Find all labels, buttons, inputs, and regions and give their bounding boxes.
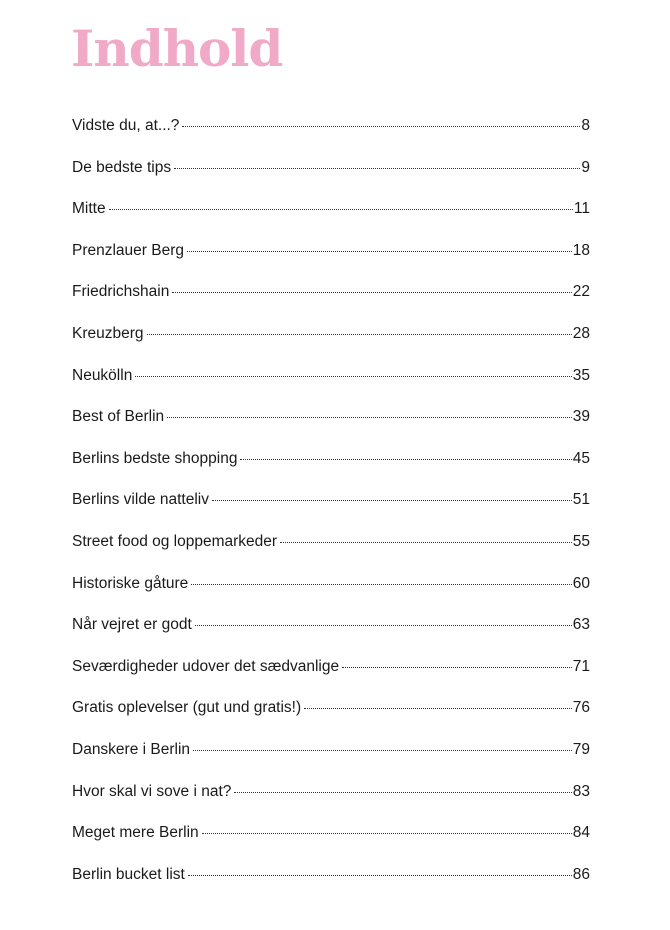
dot-leader [202, 833, 572, 834]
dot-leader [187, 251, 572, 252]
toc-entry-label: Hvor skal vi sove i nat? [72, 782, 232, 800]
toc-entry[interactable] [72, 320, 590, 362]
toc-entry-label: Prenzlauer Berg [72, 241, 185, 259]
toc-entry-label: Neukölln [72, 366, 133, 384]
toc-entry-page-number: 28 [572, 324, 590, 342]
toc-entry-label: Best of Berlin [72, 408, 165, 426]
toc-entry[interactable] [72, 362, 590, 404]
toc-entry-label: Berlins vilde natteliv [72, 491, 209, 509]
dot-leader [191, 584, 571, 585]
dot-leader [342, 667, 572, 668]
dot-leader [234, 792, 571, 793]
toc-entry-label: Meget mere Berlin [72, 824, 199, 842]
toc-entry[interactable] [72, 486, 590, 528]
dot-leader [174, 168, 580, 169]
toc-entry[interactable] [72, 237, 590, 279]
page-title: Indhold [71, 19, 283, 78]
toc-entry-label: Danskere i Berlin [72, 740, 191, 758]
dot-leader [212, 500, 572, 501]
toc-entry-page-number: 86 [572, 865, 590, 883]
toc-entry-page-number: 83 [572, 782, 590, 800]
dot-leader [182, 126, 580, 127]
dot-leader [188, 875, 572, 876]
toc-entry-label: Berlin bucket list [72, 865, 185, 883]
toc-entry[interactable] [72, 528, 590, 570]
toc-entry-page-number: 51 [572, 491, 590, 509]
toc-entry-label: Gratis oplevelser (gut und gratis!) [72, 699, 302, 717]
toc-entry[interactable] [72, 611, 590, 653]
toc-entry-page-number: 60 [572, 574, 590, 592]
dot-leader [240, 459, 571, 460]
toc-entry-page-number: 18 [572, 241, 590, 259]
toc-entry-page-number: 76 [572, 699, 590, 717]
toc-entry-label: Kreuzberg [72, 324, 144, 342]
toc-entry-page-number: 8 [581, 117, 590, 134]
toc-entry-label: Seværdigheder udover det sædvanlige [72, 657, 340, 675]
dot-leader [167, 417, 572, 418]
toc-entry-label: Mitte [72, 200, 106, 218]
table-of-contents [72, 112, 590, 902]
toc-entry-page-number: 55 [572, 532, 590, 550]
toc-entry-label: Når vejret er godt [72, 616, 192, 634]
dot-leader [193, 750, 572, 751]
toc-entry-page-number: 45 [572, 449, 590, 467]
toc-entry-page-number: 22 [572, 283, 590, 301]
dot-leader [147, 334, 572, 335]
toc-entry-page-number: 63 [572, 616, 590, 634]
toc-entry[interactable] [72, 736, 590, 778]
toc-entry-page-number: 11 [573, 200, 590, 218]
dot-leader [195, 625, 572, 626]
dot-leader [304, 708, 572, 709]
toc-entry[interactable] [72, 778, 590, 820]
dot-leader [172, 292, 571, 293]
toc-entry[interactable] [72, 694, 590, 736]
toc-entry-label: Historiske gåture [72, 574, 189, 592]
toc-entry-page-number: 39 [572, 408, 590, 426]
toc-entry[interactable] [72, 112, 590, 154]
toc-entry-label: Vidste du, at...? [72, 117, 180, 134]
toc-entry-label: Friedrichshain [72, 283, 170, 301]
toc-entry[interactable] [72, 445, 590, 487]
toc-entry-page-number: 9 [581, 158, 590, 176]
toc-entry[interactable] [72, 403, 590, 445]
dot-leader [135, 376, 571, 377]
toc-entry[interactable] [72, 861, 590, 903]
toc-entry-page-number: 79 [572, 740, 590, 758]
toc-entry[interactable] [72, 653, 590, 695]
toc-entry[interactable] [72, 195, 590, 237]
toc-entry-label: Berlins bedste shopping [72, 449, 238, 467]
toc-entry[interactable] [72, 154, 590, 196]
toc-entry[interactable] [72, 819, 590, 861]
dot-leader [109, 209, 573, 210]
toc-entry-page-number: 35 [572, 366, 590, 384]
dot-leader [280, 542, 572, 543]
toc-entry-label: Street food og loppemarkeder [72, 532, 278, 550]
toc-entry-page-number: 84 [572, 824, 590, 842]
toc-entry-page-number: 71 [572, 657, 590, 675]
toc-entry[interactable] [72, 278, 590, 320]
toc-entry-label: De bedste tips [72, 158, 172, 176]
toc-entry[interactable] [72, 570, 590, 612]
